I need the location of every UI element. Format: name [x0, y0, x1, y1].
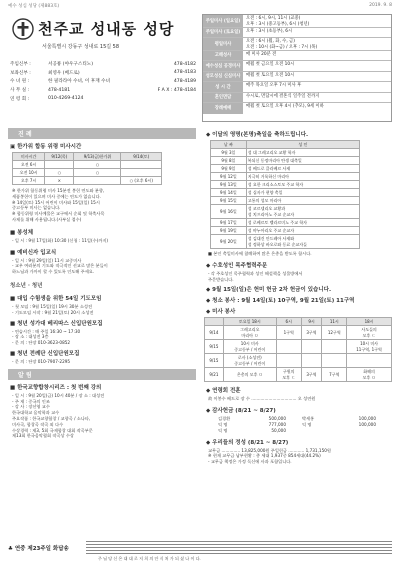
- lecture-line: 한국대학교 음악학과 교수: [12, 410, 60, 416]
- youth2-lines: [8, 329, 196, 346]
- feast-cell: 9월 20일: [211, 235, 247, 249]
- mass-service-cell: 3구역: [301, 326, 322, 340]
- schedule-row: [203, 51, 391, 62]
- parish-name: 천주교 성내동 성당: [38, 20, 175, 38]
- feast-cell: 고통의 성모 마리아: [246, 197, 359, 205]
- requiem-cell: ○: [74, 161, 121, 169]
- collection-line: ※ 현재 교무금 납부현황 : 총 세대 1,937중 854세대(44.2%): [208, 453, 321, 459]
- schedule-label: 주일미사 (토요일): [203, 28, 243, 38]
- left-column: [8, 128, 196, 439]
- requiem-cell: [121, 169, 162, 177]
- feast-cell: 9월 13일: [211, 181, 247, 189]
- requiem-cell: 오전 10시: [13, 169, 45, 177]
- staff-role: 주임신부 :: [10, 62, 31, 68]
- staff-role: 보좌신부 :: [10, 70, 31, 76]
- feast-day-table: [210, 140, 360, 249]
- collection-line: 교무금 .............. 13,825,000원 주일헌금 ............ 1,731,150원: [208, 447, 331, 453]
- requiem-col-header: 미사시간: [13, 153, 45, 161]
- offering-amount: 100,000: [358, 421, 376, 427]
- requiem-row: [13, 161, 162, 169]
- staff-phone: F A X : 478-4184: [157, 87, 196, 93]
- feast-row: [211, 227, 360, 235]
- feast-cell: 9월 12일: [211, 173, 247, 181]
- lecture-lines: [8, 393, 196, 439]
- feast-row: [211, 219, 360, 227]
- feast-cell: 9월 14일: [211, 189, 247, 197]
- mass-service-cell: 9/15: [205, 340, 224, 354]
- mass-service-col-header: 9시: [301, 318, 322, 326]
- staff-role: 연 령 회 :: [10, 96, 30, 102]
- mass-service-col-header: 18시: [347, 318, 392, 326]
- bulletin-date: 2019. 9. 8: [369, 3, 392, 8]
- thanks-offering-list: [214, 416, 392, 433]
- schedule-value: 매월 첫 토요일 오전 10시: [246, 72, 295, 78]
- catechumen-line: - 교우 여러분의 기도와 적극적인 선교로 많은 분들이: [12, 263, 108, 269]
- feast-cell: 성 십자가 현양 축일: [246, 189, 359, 197]
- mass-service-col-header: [205, 318, 224, 326]
- patron-saint-heading: ◆ 수호성인 목주협력주문: [206, 262, 268, 269]
- mass-service-cell: [322, 354, 347, 368]
- mass-service-cell: 9/15: [205, 354, 224, 368]
- mass-service-col-header: 11시: [322, 318, 347, 326]
- schedule-row: [203, 61, 391, 72]
- mass-service-col-header: 6시: [276, 318, 301, 326]
- staff-list: [10, 60, 196, 103]
- feast-day-note: ■ 본인 축일미사에 참례하여 많은 은총을 받도록 합시다.: [208, 251, 312, 256]
- parish-header: [8, 12, 198, 120]
- feast-col-header: 성 인: [246, 141, 359, 149]
- offering-amount: 100,000: [358, 416, 376, 422]
- patron-line: - 각 주호성인 목주협력과 성인 해설책을 성물방에서: [208, 270, 303, 276]
- mass-service-cell: [347, 354, 392, 368]
- schedule-value: 매 미사 20분 전: [246, 51, 277, 57]
- mass-service-row: [205, 354, 392, 368]
- requiem-row: [13, 169, 162, 177]
- requiem-notes: [8, 188, 196, 223]
- staff-role: 사 무 실 :: [10, 88, 30, 94]
- schedule-label: 예수성심 공경미사: [203, 61, 243, 71]
- requiem-cell: [121, 161, 162, 169]
- feast-day-heading: ◆ 이달의 영명(본명)축일을 축하드립니다.: [206, 132, 309, 138]
- catechumen-lines: [8, 258, 196, 275]
- youth2-line: - 장 소 : 대성전 3층: [12, 334, 49, 340]
- offering-amount: 50,000: [271, 427, 286, 433]
- collection-heading: ◆ 우리들의 정성 (8/21 ~ 8/27): [206, 439, 289, 446]
- collection-line: - 교무금 책정은 가정 독신에 사과 포함입니다.: [208, 459, 292, 465]
- staff-row: [10, 94, 196, 103]
- requiem-note-line: 세품봉헌이 있으며 미사 중에는 연도가 없습니다.: [12, 193, 101, 199]
- psalm-footer: [8, 538, 392, 560]
- schedule-label: 장례예배: [203, 103, 243, 114]
- second-collection-notice: ◆ 9월 15일(일)은 헌미 헌금 2차 헌금이 있습니다.: [206, 287, 332, 294]
- feast-row: [211, 149, 360, 157]
- youth1-lines: [8, 304, 196, 316]
- requiem-cell: ×: [45, 177, 74, 185]
- mass-service-heading: ◆ 미사 봉사: [206, 309, 236, 316]
- mass-service-cell: [301, 340, 322, 354]
- feast-cell: 9월 3일: [211, 149, 247, 157]
- offering-amount: 500,000: [268, 416, 286, 422]
- staff-name: 478-4181: [48, 87, 71, 93]
- feast-cell: 성 대 그레고리오 교황 학자: [246, 149, 359, 157]
- schedule-value: 매주 목요일 오후 7시 미사 후: [246, 83, 302, 88]
- funeral-line: 故 이봉수 베드로 장 수 .................................. 오 성연원: [208, 396, 316, 402]
- offering-name: 박세홍: [302, 416, 315, 422]
- mass-service-header-row: [205, 318, 392, 326]
- lecture-line: 수상경력 : 제3, 5회 국제합창 대회 작곡부문: [12, 427, 93, 433]
- feast-cell: 성 코르넬리오 교황과 성 치프리아노 주교 순교자: [246, 205, 359, 219]
- schedule-row: [203, 103, 391, 114]
- schedule-value: 매월 첫 금요일 오전 10시: [246, 62, 295, 67]
- collection-lines: [204, 448, 392, 465]
- mass-service-cell: [276, 340, 301, 354]
- staff-name: 한 필라라아 수녀, 이 후재 수녀: [48, 79, 111, 85]
- mass-service-cell: [322, 340, 347, 354]
- feast-row: [211, 165, 360, 173]
- feast-cell: 9월 8일: [211, 157, 247, 165]
- section-banner-notices: 알 림: [8, 369, 196, 380]
- schedule-row: [203, 93, 391, 104]
- youth3-heading: ■ 청년 전례단 신입단원모집: [10, 350, 80, 357]
- youth1-line: - 첫 모임 : 9월 15일(일) 19시 30분 소성전: [12, 303, 92, 309]
- section-banner-liturgy: 진 례: [8, 128, 196, 139]
- mass-service-cell: 9/21: [205, 368, 224, 382]
- cleaning-notice: ◆ 청소 봉사 : 9월 14일(토) 10구역, 9월 21일(토) 11구역: [206, 298, 355, 305]
- feast-row: [211, 181, 360, 189]
- offering-name: [286, 428, 326, 434]
- patron-line: 주문받습니다.: [208, 276, 234, 282]
- staff-row: [10, 69, 196, 78]
- feast-row: [211, 197, 360, 205]
- staff-role: 수 녀 원 :: [10, 79, 30, 85]
- requiem-cell: 오후 7시: [13, 177, 45, 185]
- schedule-label: 성모성심 신심미사: [203, 72, 243, 82]
- top-meta: [8, 3, 392, 11]
- schedule-label: 혼인면담: [203, 93, 243, 103]
- schedule-label: 평일미사: [203, 38, 243, 50]
- schedule-label: 고해성사: [203, 51, 243, 61]
- staff-row: [10, 77, 196, 86]
- mass-service-cell: 그레고리오 마리아 ㅁ: [223, 326, 276, 340]
- bulletin-issue: 예수 성심 성당 (제883호): [8, 4, 60, 9]
- schedule-row: [203, 72, 391, 83]
- thanks-offering-heading: ◆ 감사헌금 (8/21 ~ 8/27): [206, 408, 276, 415]
- mass-service-row: [205, 340, 392, 354]
- requiem-note-line: ※ 한가위 합동위령 미사 15분전 봉헌 연도와 분향,: [12, 188, 105, 193]
- catechumen-line: 하느님과 가까이 할 수 있도록 인도해 주세요.: [12, 269, 95, 275]
- schedule-label: 주일미사 (일요일): [203, 15, 243, 27]
- schedule-row: [203, 82, 391, 93]
- mass-service-cell: 12구역: [322, 326, 347, 340]
- feast-row: [211, 235, 360, 249]
- offering-name: 익 명: [218, 427, 228, 433]
- youth3-line: - 문 의 : 단장 010-7907-2295: [12, 358, 71, 364]
- communion-text: - 일 시 : 9월 17일(화) 10:30 (신청 : 11일(수)까지): [12, 237, 109, 243]
- catechumen-line: - 일 시 : 9월 29일(일) 11시 교중미사: [12, 257, 82, 263]
- feast-cell: 성 로베르토 벨라르미노 주교 학자: [246, 219, 359, 227]
- feast-row: [211, 173, 360, 181]
- mass-service-cell: [276, 354, 301, 368]
- youth2-line: - 문 의 : 단장 010-3623-0852: [12, 340, 71, 346]
- offering-amount: [326, 428, 376, 434]
- feast-cell: 9월 15일: [211, 197, 247, 205]
- feast-cell: 9월 17일: [211, 219, 247, 227]
- mass-service-cell: 화해의 모후 ㅁ: [347, 368, 392, 382]
- requiem-header-row: [13, 153, 162, 161]
- feast-cell: 지극히 거룩하신 마리아: [246, 173, 359, 181]
- feast-row: [211, 157, 360, 165]
- staff-row: [10, 86, 196, 95]
- psalm-lyrics: 주 님 당 신 은 대 대 로 저 희 의 안 식 처 가 되 셨 나 이 다.: [98, 556, 201, 561]
- music-staff: [86, 541, 392, 555]
- requiem-mass-table: [12, 152, 162, 185]
- offering-name: 익 명: [218, 421, 228, 427]
- psalm-title: ♣ 연중 제23주일 화답송: [8, 546, 69, 552]
- youth-banner: 청소년 · 청년: [10, 283, 43, 290]
- feast-row: [211, 205, 360, 219]
- mass-service-cell: 3구역: [301, 368, 322, 382]
- feast-cell: 9월 9일: [211, 165, 247, 173]
- youth1-heading: ■ 대입 수험생을 위한 54일 기도모임: [10, 295, 102, 302]
- offering-row: [218, 428, 392, 434]
- lecture-line: 미사곡, 합창곡 작곡 외 다수: [12, 421, 64, 427]
- schedule-value: 오후 : 3시 (초등부), 6시: [246, 28, 293, 34]
- staff-phone: 478-4189: [173, 78, 196, 84]
- staff-name: 최영우 (베드로): [48, 70, 80, 76]
- schedule-row: [203, 15, 391, 28]
- requiem-cell: [45, 161, 74, 169]
- lecture-line: - 주 제 : 중국의 인조: [12, 398, 50, 404]
- requiem-col-header: 9/13(금)한가위: [74, 153, 121, 161]
- mass-service-cell: 10시 미사 11구역, 1구역: [347, 340, 392, 354]
- staff-name: 서공룡 (야우구스티노): [48, 62, 93, 68]
- requiem-cell: ○: [45, 169, 74, 177]
- mass-service-cell: 7구역: [322, 368, 347, 382]
- communion-heading: ■ 봉성체: [10, 229, 34, 236]
- mass-service-cell: 구원의 모후 ㄷ: [276, 368, 301, 382]
- feast-cell: 9월 16일: [211, 205, 247, 219]
- patron-saint-lines: [204, 271, 392, 283]
- schedule-value: 수시로, 면담시에 결혼식 일주일 전까지: [246, 93, 320, 99]
- parish-address: 서울특별시 강동구 성내로 15길 58: [42, 44, 120, 50]
- feast-cell: 복되신 동정마리아 탄생 대축일: [246, 157, 359, 165]
- offering-name: 김경환: [218, 416, 231, 422]
- schedule-label: 성 시 간: [203, 82, 243, 92]
- schedule-row: [203, 38, 391, 51]
- staff-name: 010-4269-4124: [48, 96, 84, 102]
- right-column: [204, 128, 392, 465]
- mass-service-row: [205, 368, 392, 382]
- youth2-heading: ■ 청년 성가대 베리따스 신입단원모집: [10, 320, 103, 327]
- youth3-lines: [8, 359, 196, 365]
- feast-cell: 성 김대건 안드레아 사제와 성 정하상 바오로와 동료 순교자들: [246, 235, 359, 249]
- offering-amount: 777,000: [268, 421, 286, 427]
- mass-schedule-table: [202, 14, 392, 122]
- funeral-heading: ◆ 연령회 전훈: [206, 388, 241, 395]
- staff-phone: 478-4183: [173, 70, 196, 76]
- feast-header-row: [211, 141, 360, 149]
- youth-section-stub: [8, 279, 196, 292]
- feast-cell: 9월 19일: [211, 227, 247, 235]
- feast-cell: 성 야누아리오 주교 순교자: [246, 227, 359, 235]
- youth2-line: - 연습시간 : 매 주일 16:30 ~ 17:30: [12, 328, 81, 334]
- feast-col-header: 날 짜: [211, 141, 247, 149]
- offering-name: 익 명: [302, 421, 312, 427]
- feast-row: [211, 189, 360, 197]
- requiem-col-header: 9/14(토): [121, 153, 162, 161]
- requiem-mass-heading: ▣ 한가위 합동 위령 미사시간: [10, 144, 82, 150]
- mass-service-cell: 사도들의 모후 ㄷ: [347, 326, 392, 340]
- staff-phone: 478-4182: [173, 61, 196, 67]
- lecture-heading: ■ 한국교향합창시리즈 : 첫 번째 강의: [10, 384, 102, 391]
- requiem-cell: ○ (오후 6시): [121, 177, 162, 185]
- mass-service-cell: 10시 미사 중고등부 / 어린이: [223, 340, 276, 354]
- mass-service-cell: [301, 354, 322, 368]
- feast-cell: 성 베드로 클라베르 사제: [246, 165, 359, 173]
- lecture-line: - 일 시 : 9월 20일(금) 10시 40분 / 장 소 : 대성전: [12, 392, 105, 398]
- requiem-note-line: ※ 14일(토) 15시 어린이 미사와 15일(일) 15시: [12, 199, 100, 205]
- requiem-note-line: 사제를 위해 사용됩니다.(사부실 접수): [12, 216, 82, 222]
- schedule-row: [203, 28, 391, 39]
- requiem-row: [13, 177, 162, 185]
- mass-service-cell: 9/14: [205, 326, 224, 340]
- schedule-value: 매월 첫 토요일 오후 4시 (추모), 9세 이하: [246, 104, 324, 109]
- mass-service-table: [204, 317, 392, 382]
- youth1-line: - 기도모임 시작 : 9월 21일(토) 20시 소성전: [12, 309, 94, 315]
- mass-service-row: [205, 326, 392, 340]
- catechumen-heading: ■ 예비신자 입교식: [10, 249, 57, 256]
- mass-service-cell: 1구역: [276, 326, 301, 340]
- mass-service-cell: 로사 (소성전) 중고등부 / 어린이: [223, 354, 276, 368]
- requiem-cell: ○: [74, 169, 121, 177]
- schedule-value: 오전 : 6시, 9시, 11시 (교중) 오후 : 3시 (중고등부), 6시 (청년): [246, 16, 310, 27]
- staff-row: [10, 60, 196, 69]
- mass-service-cell: 은총의 모후 ㅁ: [223, 368, 276, 382]
- schedule-value: 오전 : 6시 (월, 화, 수, 금) 오전 : 10시 (화~금) / 오후 : 7시 (목): [246, 39, 318, 50]
- feast-cell: 성 요한 크리소스토모 주교 학자: [246, 181, 359, 189]
- requiem-col-header: 9/12(목): [45, 153, 74, 161]
- lecture-line: - 강 사 : 장선영 교수: [12, 404, 50, 410]
- lecture-line: 제13회 한국음악협회 작곡상 수상: [12, 433, 74, 439]
- lecture-line: 주요작품 : 한국교향합창 / 교향곡 / 소나타,: [12, 415, 91, 421]
- requiem-cell: 오전 6시: [13, 161, 45, 169]
- requiem-note-line: ※ 합동위령 미사예물은 교구에서 순회 및 학축사목: [12, 211, 105, 217]
- requiem-note-line: 중고등부 미사는 없습니다.: [12, 205, 61, 211]
- mass-service-col-header: 토요일 18시: [223, 318, 276, 326]
- church-cross-logo-icon: [12, 18, 34, 40]
- requiem-cell: [74, 177, 121, 185]
